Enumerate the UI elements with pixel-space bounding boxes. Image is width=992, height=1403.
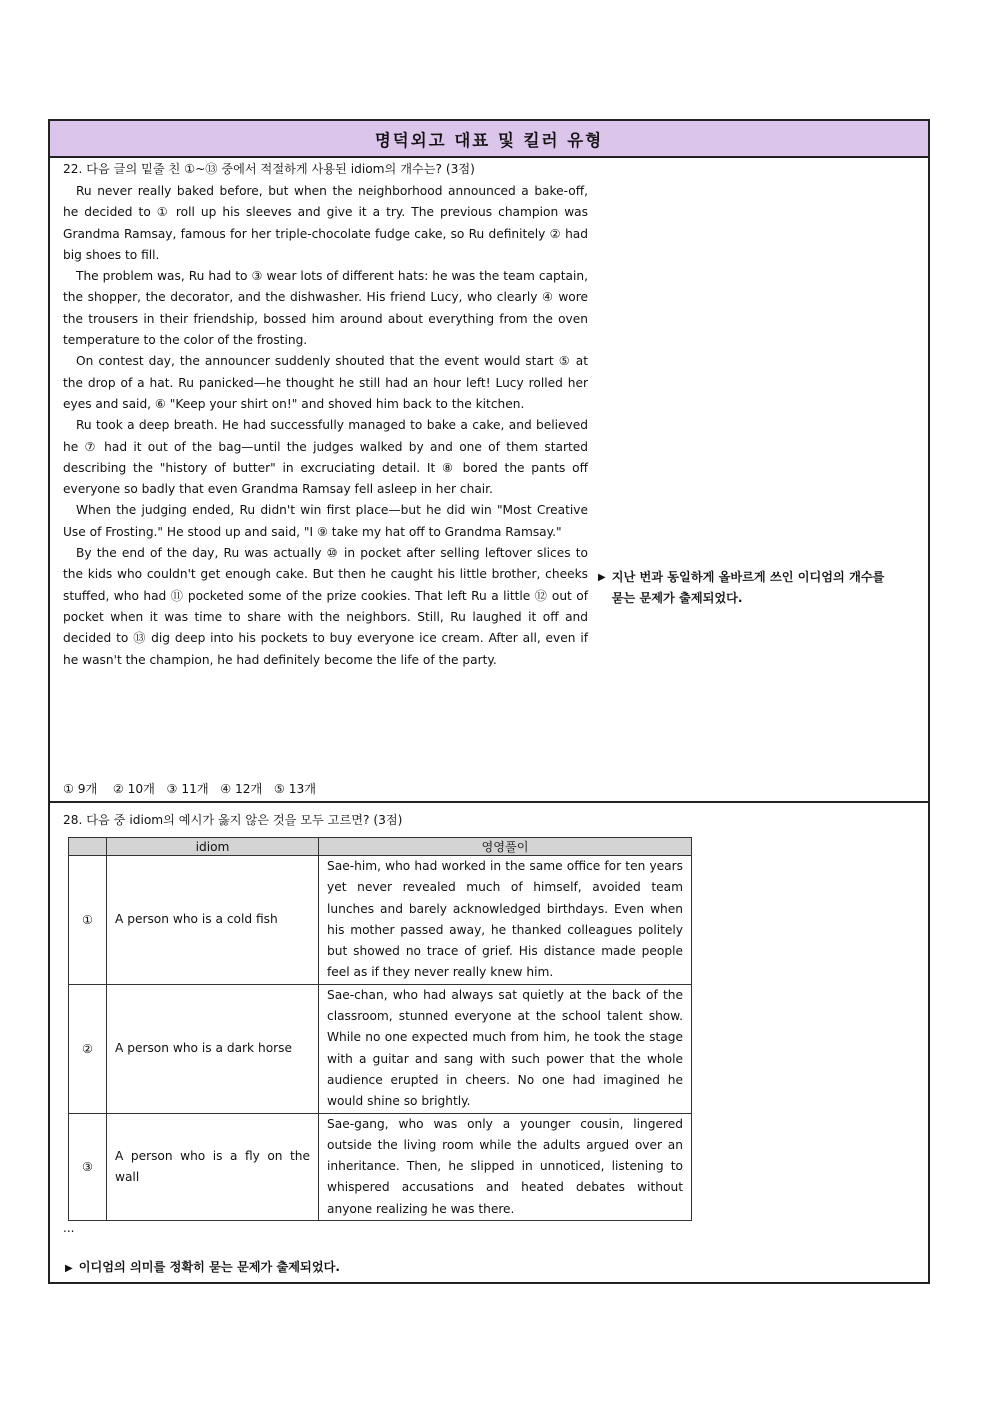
table-row xyxy=(69,856,692,985)
header-number-cell xyxy=(69,838,107,856)
row-definition: Sae-him, who had worked in the same office for ten years yet never revealed much of himself, avoided team lunches and barely acknowledged birthdays. Even when his mother passed away, he thanked colleagues politely but showed no trace of grief. His distance made people feel as if they never really knew him. xyxy=(319,856,692,985)
table-header-row xyxy=(69,838,692,856)
row-idiom: A person who is a dark horse xyxy=(107,984,319,1113)
row-definition: Sae-gang, who was only a younger cousin, lingered outside the living room while the adults argued over an inheritance. Then, he slipped in unnoticed, listening to whispered accusations and heated debates without anyone realizing he was there. xyxy=(319,1113,692,1220)
triangle-right-icon: ▶ xyxy=(598,572,606,583)
question-22-title: 22. 다음 글의 밑줄 친 ①~⑬ 중에서 적절하게 사용된 idiom의 개수는? (3점) xyxy=(63,162,475,176)
passage-paragraph: Ru took a deep breath. He had successfully managed to bake a cake, and believed he ⑦ had it out of the bag—until the judges walked by and one of them started describing the "history of butter" in excruciating detail. It ⑧ bored the pants off everyone so badly that even Grandma Ramsay fell asleep in her chair. xyxy=(63,418,588,497)
question-22-passage xyxy=(63,181,588,671)
header-title: 명덕외고 대표 및 킬러 유형 xyxy=(374,130,604,150)
passage-paragraph: Ru never really baked before, but when the neighborhood announced a bake-off, he decided to ① roll up his sleeves and give it a try. The previous champion was Grandma Ramsay, famous for her triple-chocolate fudge cake, so Ru definitely ② had big shoes to fill. xyxy=(63,184,588,262)
passage-paragraph: On contest day, the announcer suddenly shouted that the event would start ⑤ at the drop of a hat. Ru panicked—he thought he still had an hour left! Lucy rolled her eyes and said, ⑥ "Keep your shirt on!" and shoved him back to the kitchen. xyxy=(63,354,588,411)
header-idiom-cell: idiom xyxy=(107,838,319,856)
row-number: ② xyxy=(69,984,107,1113)
ellipsis: ... xyxy=(63,1221,75,1235)
row-idiom: A person who is a cold fish xyxy=(107,856,319,985)
question-28-section xyxy=(50,803,928,1283)
answer-choices: ① 9개 ② 10개 ③ 11개 ④ 12개 ⑤ 13개 xyxy=(63,782,317,796)
worksheet-frame xyxy=(48,119,930,1284)
triangle-right-icon: ▶ xyxy=(65,1263,73,1274)
passage-paragraph: By the end of the day, Ru was actually ⑩ in pocket after selling leftover slices to the kids who couldn't get enough cake. But then he caught his little brother, cheeks stuffed, who had ⑪ pocketed some of the prize cookies. That left Ru a little ⑫ out of pocket when it was time to share with the neighbors. Still, Ru laughed it off and decided to ⑬ dig deep into his pockets to buy everyone ice cream. After all, even if he wasn't the champion, he had definitely become the life of the party. xyxy=(63,546,588,667)
row-idiom: A person who is a fly on the wall xyxy=(107,1113,319,1220)
question-28-note xyxy=(65,1258,340,1279)
question-28-title: 28. 다음 중 idiom의 예시가 옳지 않은 것을 모두 고르면? (3점) xyxy=(63,813,403,827)
section-header xyxy=(50,121,928,158)
row-definition: Sae-chan, who had always sat quietly at the back of the classroom, stunned everyone at the school talent show. While no one expected much from him, he took the stage with a guitar and sang with such power that the whole audience erupted in cheers. No one had imagined he would shine so brightly. xyxy=(319,984,692,1113)
row-number: ③ xyxy=(69,1113,107,1220)
header-definition-cell: 영영풀이 xyxy=(319,838,692,856)
question-22-section xyxy=(50,156,928,803)
row-number: ① xyxy=(69,856,107,985)
table-row xyxy=(69,984,692,1113)
note-text: 이디엄의 의미를 정확히 묻는 문제가 출제되었다. xyxy=(78,1260,341,1274)
idiom-table xyxy=(68,837,692,1221)
table-row xyxy=(69,1113,692,1220)
note-text: 지난 번과 동일하게 올바르게 쓰인 이디엄의 개수를 묻는 문제가 출제되었다. xyxy=(611,570,885,605)
question-22-note xyxy=(598,567,898,609)
passage-paragraph: When the judging ended, Ru didn't win first place—but he did win "Most Creative Use of Frosting." He stood up and said, "I ⑨ take my hat off to Grandma Ramsay." xyxy=(63,503,588,539)
passage-paragraph: The problem was, Ru had to ③ wear lots of different hats: he was the team captain, the shopper, the decorator, and the dishwasher. His friend Lucy, who clearly ④ wore the trousers in their friendship, bossed him around about everything from the oven temperature to the color of the frosting. xyxy=(63,269,588,348)
